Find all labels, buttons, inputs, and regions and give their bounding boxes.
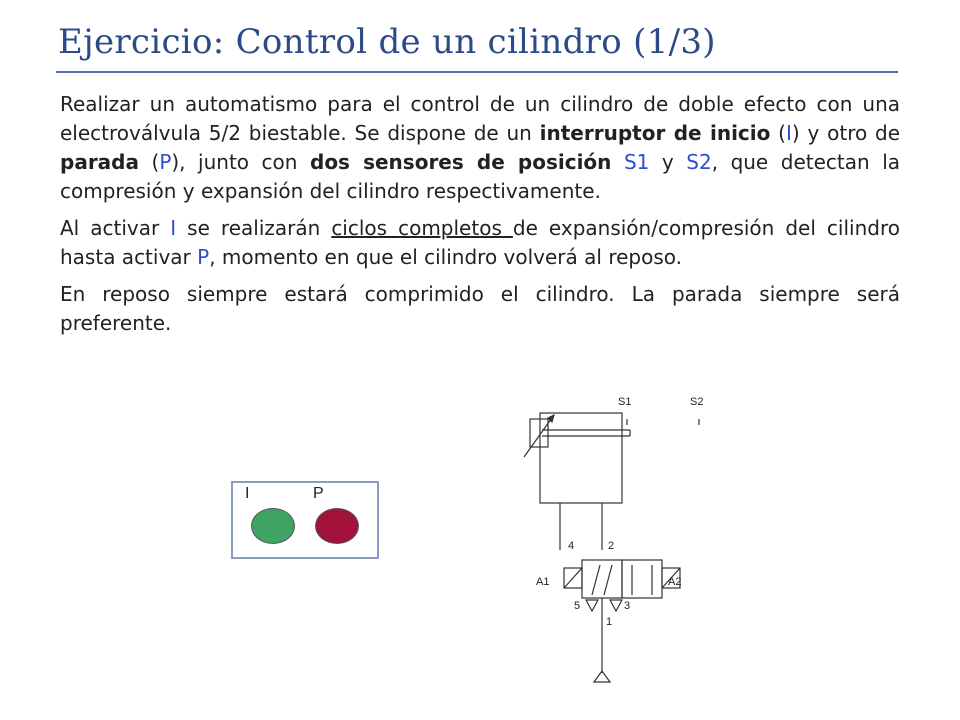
flow-arrow-2 bbox=[604, 565, 612, 595]
paragraph-1 bbox=[60, 90, 900, 206]
exercise-statement bbox=[60, 90, 900, 346]
port-1-label: 1 bbox=[606, 616, 613, 628]
start-button-label: I bbox=[245, 485, 250, 502]
start-button[interactable] bbox=[251, 508, 295, 544]
symbol-s1: S1 bbox=[623, 150, 650, 174]
text-run: , que detectan la compresión y expansión del cilindro respectivamente. bbox=[60, 150, 901, 203]
text-run: Al activar bbox=[60, 216, 171, 240]
underlined-cycles: ciclos completos bbox=[331, 216, 513, 240]
exhaust-3 bbox=[610, 600, 622, 611]
text-run: ) y otro de bbox=[791, 121, 900, 145]
port-5-label: 5 bbox=[574, 600, 581, 612]
text-run: , momento en que el cilindro volverá al reposo. bbox=[209, 245, 682, 269]
symbol-p: P bbox=[159, 150, 172, 174]
text-run: ( bbox=[138, 150, 160, 174]
symbol-s2: S2 bbox=[686, 150, 712, 174]
sensor-s1-label: S1 bbox=[618, 396, 632, 408]
pneumatic-circuit bbox=[500, 385, 730, 685]
paragraph-2 bbox=[60, 214, 900, 272]
valve-square-left bbox=[582, 560, 622, 598]
symbol-i: I bbox=[170, 216, 177, 240]
button-panel bbox=[231, 481, 379, 559]
port-2-label: 2 bbox=[608, 540, 615, 552]
bold-sensors: dos sensores de posición bbox=[310, 150, 612, 174]
symbol-i: I bbox=[785, 121, 792, 145]
bold-start-switch: interruptor de inicio bbox=[539, 121, 771, 145]
symbol-p: P bbox=[197, 245, 210, 269]
sensor-s2-label: S2 bbox=[690, 396, 704, 408]
title-divider bbox=[56, 71, 898, 73]
port-a1-label: A1 bbox=[536, 576, 550, 588]
text-run: y bbox=[649, 150, 687, 174]
actuator-a1-diag bbox=[564, 568, 582, 588]
port-a2-label: A2 bbox=[668, 576, 682, 588]
text-run: ), junto con bbox=[171, 150, 310, 174]
port-3-label: 3 bbox=[624, 600, 631, 612]
page-title: Ejercicio: Control de un cilindro (1/3) bbox=[58, 22, 716, 62]
pneumatic-diagram bbox=[500, 385, 730, 685]
adjust-arrow-head bbox=[548, 415, 554, 422]
bold-stop: parada bbox=[60, 150, 139, 174]
text-run: ( bbox=[770, 121, 786, 145]
text-run: Realizar un automatismo para el control de un cilindro de doble efecto con una electroválvula 5/2 biestable. Se dispone de un bbox=[60, 92, 900, 145]
stop-button[interactable] bbox=[315, 508, 359, 544]
valve-square-right bbox=[622, 560, 662, 598]
exhaust-5 bbox=[586, 600, 598, 611]
cylinder-body bbox=[540, 413, 622, 503]
text-run bbox=[611, 150, 624, 174]
stop-button-label: P bbox=[313, 485, 324, 502]
paragraph-3: En reposo siempre estará comprimido el cilindro. La parada siempre será preferente. bbox=[60, 282, 900, 335]
port-4-label: 4 bbox=[568, 540, 575, 552]
cushion-block bbox=[530, 419, 548, 447]
text-run: de expansión/compresión del cilindro hasta activar bbox=[60, 216, 900, 269]
text-run: se realizarán bbox=[176, 216, 332, 240]
flow-arrow-1 bbox=[592, 565, 600, 595]
